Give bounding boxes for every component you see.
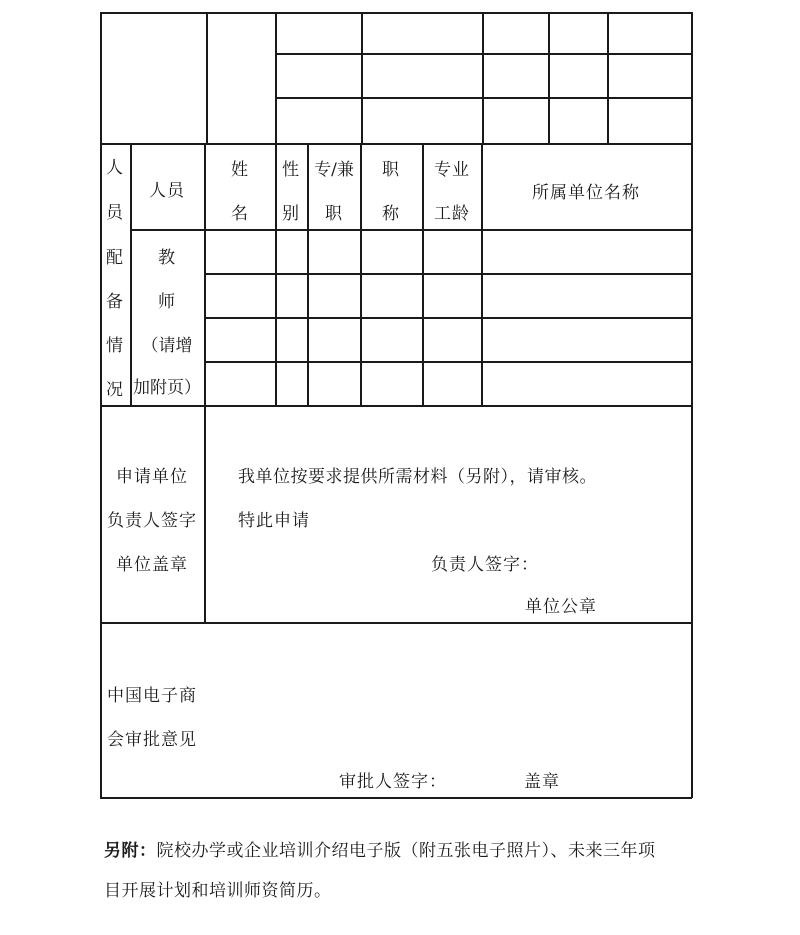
header-unit: 所属单位名称 [532,183,640,203]
applicant-signature-label: 负责人签字： [431,555,539,575]
footnote-line-1 [104,841,656,861]
teacher-label-line: 教 [158,248,176,268]
approval-label-line: 中国电子商 [107,686,197,706]
teacher-label-line: 师 [158,292,176,312]
teacher-label-line: （请增 [141,336,193,356]
side-label-char: 况 [106,380,124,400]
side-label-char: 人 [106,158,124,178]
category-header: 人员 [149,181,185,201]
footnote-prefix: 另附： [104,841,157,861]
application-label-line: 申请单位 [116,467,188,487]
header-title: 称 [382,204,400,224]
header-name: 姓 [231,160,249,180]
header-years: 专业 [434,160,470,180]
application-statement: 我单位按要求提供所需材料（另附），请审核。 [238,467,597,487]
approver-signature-label: 审批人签字： [339,772,447,792]
application-label-line: 负责人签字 [107,511,197,531]
header-name: 名 [231,204,249,224]
application-label-line: 单位盖章 [116,555,188,575]
unit-seal-label: 单位公章 [525,597,597,617]
side-label-char: 配 [106,248,124,268]
header-gender: 性 [282,160,300,180]
header-years: 工龄 [434,204,470,224]
side-label-char: 情 [106,336,124,356]
footnote-line-2: 目开展计划和培训师资简历。 [104,881,332,901]
footnote-text: 院校办学或企业培训介绍电子版（附五张电子照片）、未来三年项 [156,841,656,861]
header-fulltime-parttime: 职 [325,204,343,224]
header-gender: 别 [282,204,300,224]
application-request: 特此申请 [238,511,310,531]
approval-label-line: 会审批意见 [107,730,197,750]
teacher-label-line: 加附页） [133,378,201,398]
header-fulltime-parttime: 专/兼 [314,160,354,180]
approval-stamp-label: 盖章 [524,772,560,792]
header-title: 职 [382,160,400,180]
side-label-char: 备 [106,292,124,312]
side-label-char: 员 [106,203,124,223]
